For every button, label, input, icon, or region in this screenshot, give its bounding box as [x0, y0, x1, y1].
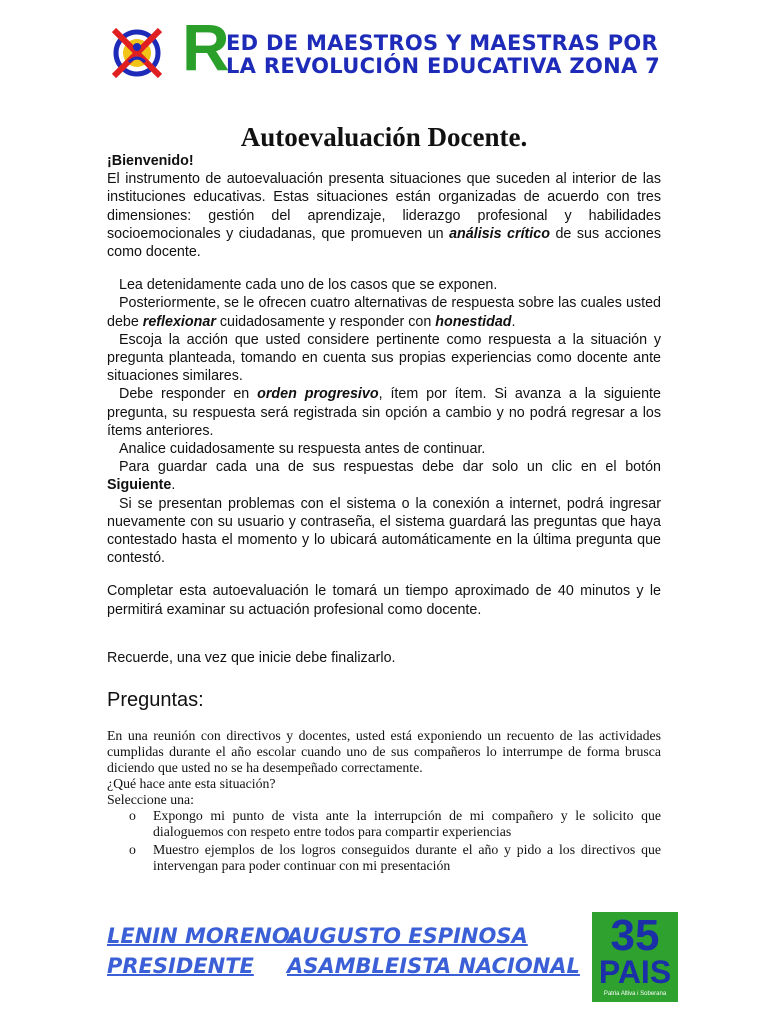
party-logo	[592, 912, 678, 1002]
party-list-number: 35	[610, 911, 660, 960]
reminder-text: Recuerde, una vez que inicie debe finalizarlo.	[107, 649, 396, 666]
emphasis-critical-analysis: análisis crítico	[449, 225, 550, 242]
instruction-item: Lea detenidamente cada uno de los casos que se exponen.	[119, 277, 498, 294]
instruction-item: Escoja la acción que usted considere pertinente como respuesta a la situación y pregunta planteada, tomando en cuenta sus propias experiencias como docente ante situaciones similares.	[107, 331, 661, 385]
page-title: Autoevaluación Docente.	[240, 122, 528, 152]
answer-option-1[interactable]: o Expongo mi punto de vista ante la interrupción de mi compañero y le solicito que dialoguemos con respeto entre todos para compartir experiencias	[129, 808, 661, 839]
organization-name-line2: LA REVOLUCIÓN EDUCATIVA ZONA 7	[226, 54, 661, 78]
instruction-item: Posteriormente, se le ofrecen cuatro alternativas de respuesta sobre las cuales usted debe reflexionar cuidadosamente y responder con honestidad.	[107, 295, 661, 330]
organization-logo-icon	[108, 24, 166, 82]
question-prompt: ¿Qué hace ante esta situación?	[107, 776, 276, 791]
president-role: PRESIDENTE	[107, 954, 254, 978]
radio-circle-icon[interactable]: o	[129, 842, 136, 857]
welcome-heading: ¡Bienvenido!	[107, 153, 194, 169]
organization-name-line1: ED DE MAESTROS Y MAESTRAS POR	[226, 31, 659, 55]
instruction-item: Analice cuidadosamente su respuesta antes de continuar.	[119, 441, 486, 458]
time-note: Completar esta autoevaluación le tomará un tiempo aproximado de 40 minutos y le permitirá examinar su actuación profesional como docente.	[107, 583, 661, 618]
select-instruction: Seleccione una:	[107, 792, 194, 807]
question-scenario: En una reunión con directivos y docentes, usted está exponiendo un recuento de las actividades cumplidas durante el año escolar cuando uno de sus compañeros lo interrumpe de forma brusca diciendo que usted no se ha desempeñado correctamente.	[107, 728, 661, 775]
radio-circle-icon[interactable]: o	[129, 808, 136, 823]
questions-heading: Preguntas:	[107, 689, 204, 711]
party-motto: Patria Altiva i Soberana	[603, 991, 667, 997]
instruction-item: Para guardar cada una de sus respuestas debe dar solo un clic en el botón Siguiente.	[107, 459, 661, 494]
assembly-member-name: AUGUSTO ESPINOSA	[287, 924, 528, 948]
party-name: PAIS	[598, 954, 672, 990]
organization-header	[108, 10, 708, 84]
answer-option-2[interactable]: o Muestro ejemplos de los logros conseguidos durante el año y pido a los directivos que intervengan para poder continuar con mi presentación	[129, 842, 661, 873]
answer-options	[107, 808, 661, 874]
organization-initial: R	[182, 10, 230, 84]
assembly-member-role: ASAMBLEISTA NACIONAL	[287, 954, 580, 978]
instruction-item: Debe responder en orden progresivo, ítem por ítem. Si avanza a la siguiente pregunta, su respuesta será registrada sin opción a cambio y no podrá regresar a los ítems anteriores.	[107, 386, 661, 439]
question-block	[107, 728, 661, 876]
instructions-section	[107, 152, 661, 667]
president-name: LENIN MORENO.	[107, 924, 298, 948]
intro-paragraph: El instrumento de autoevaluación presenta situaciones que suceden al interior de las instituciones educativas. Estas situaciones están organizadas de acuerdo con tres dimensiones: gestión del aprendizaje, liderazgo profesional y habilidades socioemocionales y ciudadanas, que promueven un análisis crítico de sus acciones como docente.	[107, 171, 662, 261]
instruction-item: Si se presentan problemas con el sistema o la conexión a internet, podrá ingresar nuevamente con su usuario y contraseña, el sistema guardará las preguntas que haya contestado hasta el momento y lo ubicará automáticamente en la última pregunta que contestó.	[107, 495, 661, 567]
